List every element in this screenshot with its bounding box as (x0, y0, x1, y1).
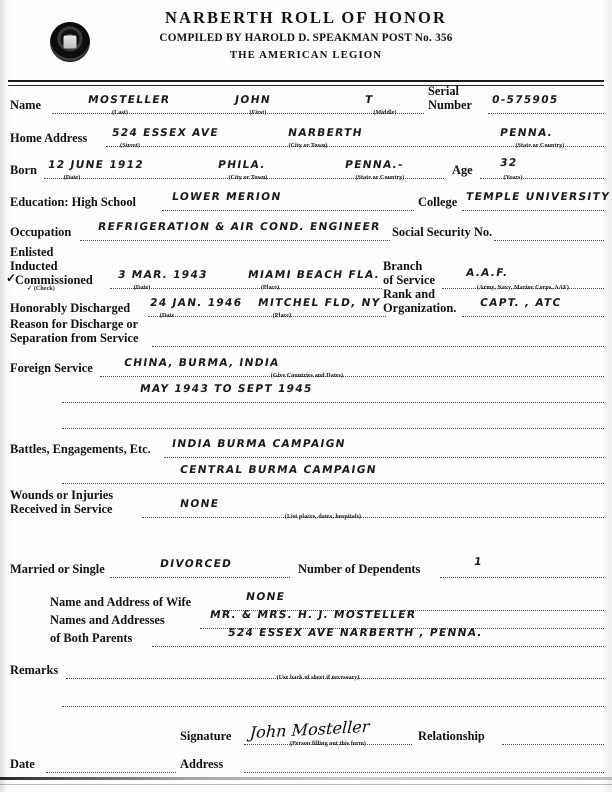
caption-discharged-place: (Place) (272, 313, 292, 319)
caption-check: ✓ (Check) (27, 286, 55, 292)
ssn-line (494, 233, 604, 241)
header-rule-thin (8, 85, 604, 86)
discharged-date-value: 24 JAN. 1946 (149, 297, 244, 309)
wife-value: NONE (245, 591, 287, 603)
occupation-value: REFRIGERATION & AIR COND. ENGINEER (97, 221, 382, 233)
dependents-line (440, 570, 604, 578)
born-date-value: 12 JUNE 1912 (47, 159, 145, 171)
caption-born-state: (State or Country) (355, 175, 405, 181)
header-rule-thick (8, 80, 604, 82)
date-line (46, 765, 176, 773)
serial-label-line2: Number (428, 98, 473, 112)
foreign-service-label: Foreign Service (10, 361, 93, 375)
high-school-value: LOWER MERION (171, 191, 283, 203)
married-line (110, 570, 290, 578)
college-line (462, 203, 604, 211)
serial-number-value: 0-575905 (491, 94, 560, 106)
address-label: Address (180, 757, 224, 771)
address-line (244, 765, 604, 773)
street-value: 524 ESSEX AVE (111, 127, 220, 139)
ssn-label: Social Security No. (392, 225, 493, 239)
commissioned-place-value: MIAMI BEACH FLA. (247, 269, 381, 281)
age-label: Age (452, 163, 473, 177)
wounds-label-line2: Received in Service (10, 502, 113, 516)
page-title: NARBERTH ROLL OF HONOR (165, 8, 447, 27)
parents-value-2: 524 ESSEX AVE NARBERTH , PENNA. (227, 627, 484, 639)
discharged-label: Honorably Discharged (10, 301, 131, 315)
relationship-line (502, 737, 604, 745)
born-state-value: PENNA.- (344, 159, 405, 171)
rank-label-line2: Organization. (383, 301, 457, 315)
reason-label-line2: Separation from Service (10, 331, 139, 345)
foreign-service-value: CHINA, BURMA, INDIA (123, 357, 281, 369)
reason-label-line1: Reason for Discharge or (10, 317, 139, 331)
scan-edge-bottom (0, 777, 612, 780)
discharged-place-value: MITCHEL FLD, NY (257, 297, 382, 309)
education-label: Education: High School (10, 195, 136, 209)
foreign-service-dates: MAY 1943 TO SEPT 1945 (139, 383, 314, 395)
parents-label-line2: of Both Parents (50, 631, 133, 645)
branch-label-line2: of Service (383, 273, 435, 287)
commissioned-label: Commissioned (15, 273, 93, 287)
caption-discharged-date: (Date (159, 313, 175, 319)
caption-foreign: (Give Countries and Dates) (270, 373, 344, 379)
caption-commissioned-date: (Date) (133, 285, 151, 291)
wounds-label-line1: Wounds or Injuries (10, 488, 114, 502)
remarks-line2 (62, 699, 604, 707)
parents-label-line1: Names and Addresses (50, 613, 165, 627)
foreign-service-line2 (62, 395, 604, 403)
high-school-line (162, 203, 414, 211)
caption-street: (Street) (119, 143, 140, 149)
wife-label: Name and Address of Wife (50, 595, 192, 609)
caption-city: (City or Town) (288, 143, 328, 149)
rank-label-line1: Rank and (383, 287, 436, 301)
inducted-label: Inducted (10, 259, 58, 273)
battles-line1 (164, 450, 604, 458)
check-mark-icon: ✓ (6, 271, 17, 285)
branch-label-line1: Branch (383, 259, 423, 273)
college-label: College (418, 195, 458, 209)
enlisted-label: Enlisted (10, 245, 54, 259)
reason-line (152, 339, 604, 347)
caption-last: (Last) (112, 110, 128, 116)
relationship-label: Relationship (418, 729, 485, 743)
born-label: Born (10, 163, 37, 177)
home-address-label: Home Address (10, 131, 88, 145)
date-label: Date (10, 757, 35, 771)
serial-label-line1: Serial (428, 84, 459, 98)
serial-line (488, 106, 604, 114)
born-city-value: PHILA. (217, 159, 267, 171)
name-last-value: MOSTELLER (87, 94, 172, 106)
caption-middle: (Middle) (373, 110, 397, 116)
dependents-label: Number of Dependents (298, 562, 421, 576)
caption-years: (Years) (503, 175, 523, 181)
caption-born-date: (Date) (63, 175, 81, 181)
name-first-value: JOHN (234, 94, 272, 106)
caption-branch: (Army, Navy, Marine Corps, AAF) (477, 285, 569, 291)
dependents-value: 1 (473, 556, 484, 568)
caption-commissioned-place: (Place) (260, 285, 280, 291)
rank-line (462, 309, 604, 317)
battles-line2 (62, 476, 604, 484)
parents-line2 (152, 639, 604, 647)
signature-label: Signature (180, 729, 232, 743)
header-subtitle-legion: THE AMERICAN LEGION (229, 49, 383, 61)
branch-value: A.A.F. (465, 267, 510, 279)
caption-born-city: (City or Town) (228, 175, 268, 181)
parents-value-1: MR. & MRS. H. J. MOSTELLER (209, 609, 418, 621)
caption-signature: (Person filling out this form) (290, 741, 366, 747)
caption-remarks: (Use back of sheet if necessary) (276, 675, 360, 681)
document-header (0, 8, 612, 61)
state-value: PENNA. (499, 127, 554, 139)
battles-value-2: CENTRAL BURMA CAMPAIGN (179, 464, 378, 476)
college-value: TEMPLE UNIVERSITY (465, 191, 611, 203)
city-value: NARBERTH (287, 127, 364, 139)
married-label: Married or Single (10, 562, 105, 576)
age-value: 32 (499, 157, 519, 169)
name-middle-value: T (364, 94, 375, 106)
caption-wounds: (List places, dates, hospitals) (284, 514, 362, 520)
caption-state: (State or Country) (515, 143, 565, 149)
name-label: Name (10, 98, 41, 112)
battles-value-1: INDIA BURMA CAMPAIGN (171, 438, 347, 450)
rank-value: CAPT. , ATC (479, 297, 563, 309)
wounds-value: NONE (179, 498, 221, 510)
married-value: DIVORCED (159, 558, 234, 570)
battles-label: Battles, Engagements, Etc. (10, 442, 151, 456)
commissioned-date-value: 3 MAR. 1943 (117, 269, 209, 281)
occupation-line (80, 233, 390, 241)
occupation-label: Occupation (10, 225, 72, 239)
header-subtitle: COMPILED BY HAROLD D. SPEAKMAN POST No. 356 (159, 32, 453, 44)
scan-edge-bottom-thin (0, 784, 612, 785)
signature-value: John Mosteller (249, 716, 370, 743)
foreign-service-line3 (62, 421, 604, 429)
caption-first: (First) (249, 110, 267, 116)
remarks-label: Remarks (10, 663, 59, 677)
